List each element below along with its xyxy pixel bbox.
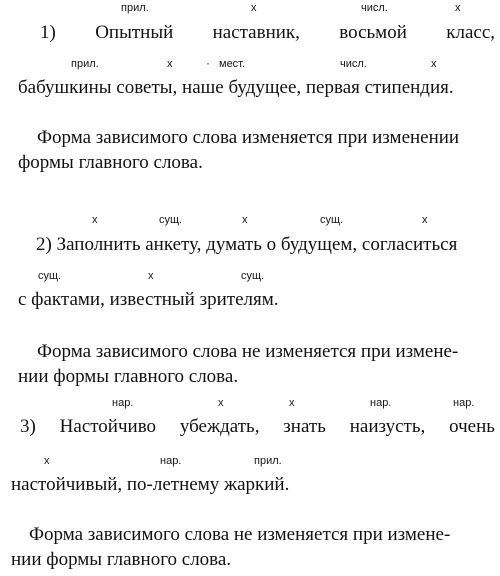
- conclusion-1-line-1: Форма зависимого слова изменяется при изменении: [37, 127, 460, 148]
- example-1-line-1: [40, 21, 495, 45]
- example-word: класс,: [446, 22, 495, 43]
- example-word: очень: [449, 416, 495, 437]
- annotation-x: х: [92, 214, 98, 226]
- example-1-line-2: бабушкины советы, наше будущее, первая стипендия.: [18, 77, 454, 98]
- example-number: 3): [20, 416, 36, 437]
- example-word: наставник,: [212, 22, 300, 43]
- annotation-pronoun: мест.: [219, 58, 246, 70]
- conclusion-1-line-2: формы главного слова.: [18, 152, 203, 173]
- example-word: убеждать,: [179, 416, 260, 437]
- annotation-x: х: [148, 270, 154, 282]
- example-word: знать: [283, 416, 326, 437]
- annotation-adverb: нар.: [112, 397, 134, 409]
- annotation-numeral: числ.: [340, 58, 367, 70]
- annotation-adjective: прил.: [121, 2, 149, 14]
- annotation-noun: сущ.: [38, 270, 62, 282]
- dot-mark: ·: [206, 56, 210, 70]
- example-2-line-2: с фактами, известный зрителям.: [18, 289, 279, 310]
- conclusion-2-line-2: нии формы главного слова.: [18, 366, 239, 387]
- annotation-x: х: [242, 214, 248, 226]
- annotation-noun: сущ.: [159, 214, 183, 226]
- example-word: Опытный: [95, 22, 174, 43]
- example-word: наизусть,: [349, 416, 426, 437]
- conclusion-3-line-2: нии формы главного слова.: [11, 549, 232, 570]
- annotation-x: х: [167, 58, 173, 70]
- example-word: Настойчиво: [59, 416, 157, 437]
- conclusion-2-line-1: Форма зависимого слова не изменяется при измене-: [37, 341, 459, 362]
- annotation-numeral: числ.: [361, 2, 388, 14]
- annotation-adverb: нар.: [453, 397, 475, 409]
- example-word: восьмой: [339, 22, 407, 43]
- example-2-line-1: 2) Заполнить анкету, думать о будущем, согласиться: [36, 234, 458, 255]
- example-3-line-1: [20, 415, 495, 439]
- annotation-x: х: [422, 214, 428, 226]
- example-number: 1): [40, 22, 56, 43]
- conclusion-3-line-1: Форма зависимого слова не изменяется при измене-: [29, 524, 451, 545]
- annotation-adjective: прил.: [71, 58, 99, 70]
- annotation-adverb: нар.: [370, 397, 392, 409]
- annotation-noun: сущ.: [241, 270, 265, 282]
- annotation-adverb: нар.: [160, 455, 182, 467]
- annotation-adjective: прил.: [254, 455, 282, 467]
- annotation-x: х: [251, 2, 257, 14]
- annotation-x: х: [289, 397, 295, 409]
- annotation-noun: сущ.: [320, 214, 344, 226]
- annotation-x: х: [431, 58, 437, 70]
- example-3-line-2: настойчивый, по-летнему жаркий.: [11, 474, 290, 495]
- annotation-x: х: [455, 2, 461, 14]
- annotation-x: х: [218, 397, 224, 409]
- annotation-x: х: [44, 455, 50, 467]
